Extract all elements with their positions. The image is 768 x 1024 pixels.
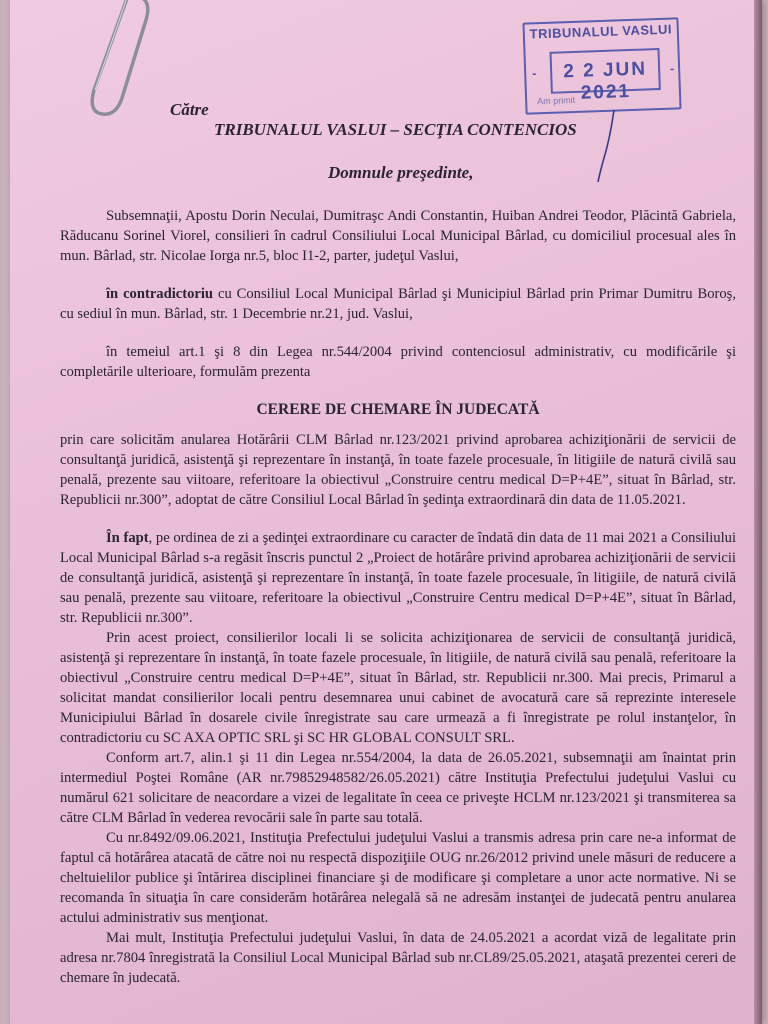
document-page [10, 0, 762, 1024]
registry-stamp [522, 17, 681, 114]
stamp-title: TRIBUNALUL VASLUI [529, 21, 673, 42]
stamp-received-note: Am primit [537, 94, 576, 107]
paragraph-facts [60, 528, 736, 628]
paragraph-defendants [60, 284, 736, 324]
defendants-text: cu Consiliul Local Municipal Bârlad şi Municipiul Bârlad prin Primar Dumitru Boroş, cu sediul în mun. Bârlad, str. 1 Decembrie nr.21, jud. Vaslui, [60, 286, 736, 322]
paragraph-plaintiffs: Subsemnaţii, Apostu Dorin Neculai, Dumitraşc Andi Constantin, Huiban Andrei Teodor, Plăcintă Gabriela, Răducanu Sorinel Viorel, consilieri în cadrul Consiliului Local Municipal Bârlad, cu domiciliul procesual ales în mun. Bârlad, str. Nicolae Iorga nr.5, bloc I1-2, parter, judeţul Vaslui, [60, 208, 736, 264]
paragraph-prefect-request: Conform art.7, alin.1 şi 11 din Legea nr.554/2004, la data de 26.05.2021, subsemnaţii am înaintat prin intermediul Poştei Române (AR nr.79852948582/26.05.2021) către Instituţia Prefectului judeţului Vaslui cu numărul 621 solicitare de neacordare a vizei de legalitate în ceea ce priveşte HCLM nr.123/2021 şi transmiterea sa către CLM Bârlad în vederea revocării sale în parte sau totală. [60, 750, 736, 826]
page-edge-shadow [754, 0, 762, 1024]
stamp-mark-right: - [669, 61, 675, 76]
paragraph-prefect-reply: Cu nr.8492/09.06.2021, Instituţia Prefectului judeţului Vaslui a transmis adresa prin care ne-a informat de faptul că hotărârea atacată de către noi nu respectă dispoziţiile OUG nr.26/2012 privind unele măsuri de reducere a cheltuielilor publice şi întărirea disciplinei financiare şi de modificare şi completare a unor acte normative. Ni se recomanda în situaţia în care considerăm hotărârea nelegală să ne adresăm instanţei de judecată pentru anularea actului administrativ sus menţionat. [60, 830, 736, 926]
paragraph-legality-visa: Mai mult, Instituţia Prefectului judeţului Vaslui, în data de 24.05.2021 a acordat viză de legalitate prin adresa nr.7804 înregistrată la Consiliul Local Municipal Bârlad sub nr.CL89/25.05.2021, ataşată prezentei cereri de chemare în judecată. [60, 930, 736, 986]
signature-stroke-icon [596, 108, 618, 184]
salutation: Domnule preşedinte, [328, 163, 474, 182]
document-heading: CERERE DE CHEMARE ÎN JUDECATĂ [256, 401, 540, 418]
facts-text: , pe ordinea de zi a şedinţei extraordinare cu caracter de îndată din data de 11 mai 2021 a Consiliului Local Municipal Bârlad s-a regăsit înscris punctul 2 „Proiect de hotărâre privind aprobarea achiziţionării de servicii de consultanţă juridică, asistenţă şi reprezentare în instanţă, în toate fazele procesuale, în litigiile, de natură civilă sau penală, prezente sau viitoare, referitoare la obiectivul „Construire Centru medical D=P+4E”, situat în Bârlad, str. Republicii nr.300”. [60, 530, 737, 626]
defendants-lead: în contradictoriu [106, 286, 214, 302]
document-body [60, 206, 736, 988]
paragraph-request: prin care solicităm anularea Hotărârii CLM Bârlad nr.123/2021 privind aprobarea achiziţionării de servicii de consultanţă juridică, asistenţă şi reprezentare în instanţă, în toate fazele procesuale, în litigiile de natură civilă sau penală, prezente sau viitoare, referitoare la obiectivul „Construire centru medical D=P+4E”, situat în Bârlad, str. Republicii nr.300”, adoptat de către Consiliul Local Bârlad în şedinţa extraordinară din data de 11.05.2021. [60, 432, 736, 508]
stamp-date: 2 2 JUN 2021 [562, 58, 648, 104]
addressee-court: TRIBUNALUL VASLUI – SECŢIA CONTENCIOS [214, 120, 577, 139]
facts-lead: În fapt [106, 530, 149, 546]
paragraph-legal-basis: în temeiul art.1 şi 8 din Legea nr.544/2004 privind contenciosul administrativ, cu modificările şi completările ulterioare, formulăm prezenta [60, 344, 736, 380]
addressee-prefix: Către [170, 100, 209, 119]
paragraph-project: Prin acest proiect, consilierilor locali li se solicita achiziţionarea de servicii de consultanţă juridică, asistenţă şi reprezentare în instanţă, în toate fazele procesuale, în litigiile, de natură civilă sau penală, referitoare la obiectivul „Construire centru medical D=P+4E”, situat în Bârlad, str. Republicii nr.300. Mai precis, Primarul a solicitat mandat consilierilor locali pentru desemnarea unui cabinet de avocatură care să reprezinte interesele Municipiului Bârlad în dosarele civile înregistrate sau care urmează a fi înregistrate pe rolul instanţelor, în contradictoriu cu SC AXA OPTIC SRL şi SC HR GLOBAL CONSULT SRL. [60, 630, 736, 746]
stamp-mark-left: - [531, 66, 537, 81]
paperclip-icon [72, 0, 152, 130]
